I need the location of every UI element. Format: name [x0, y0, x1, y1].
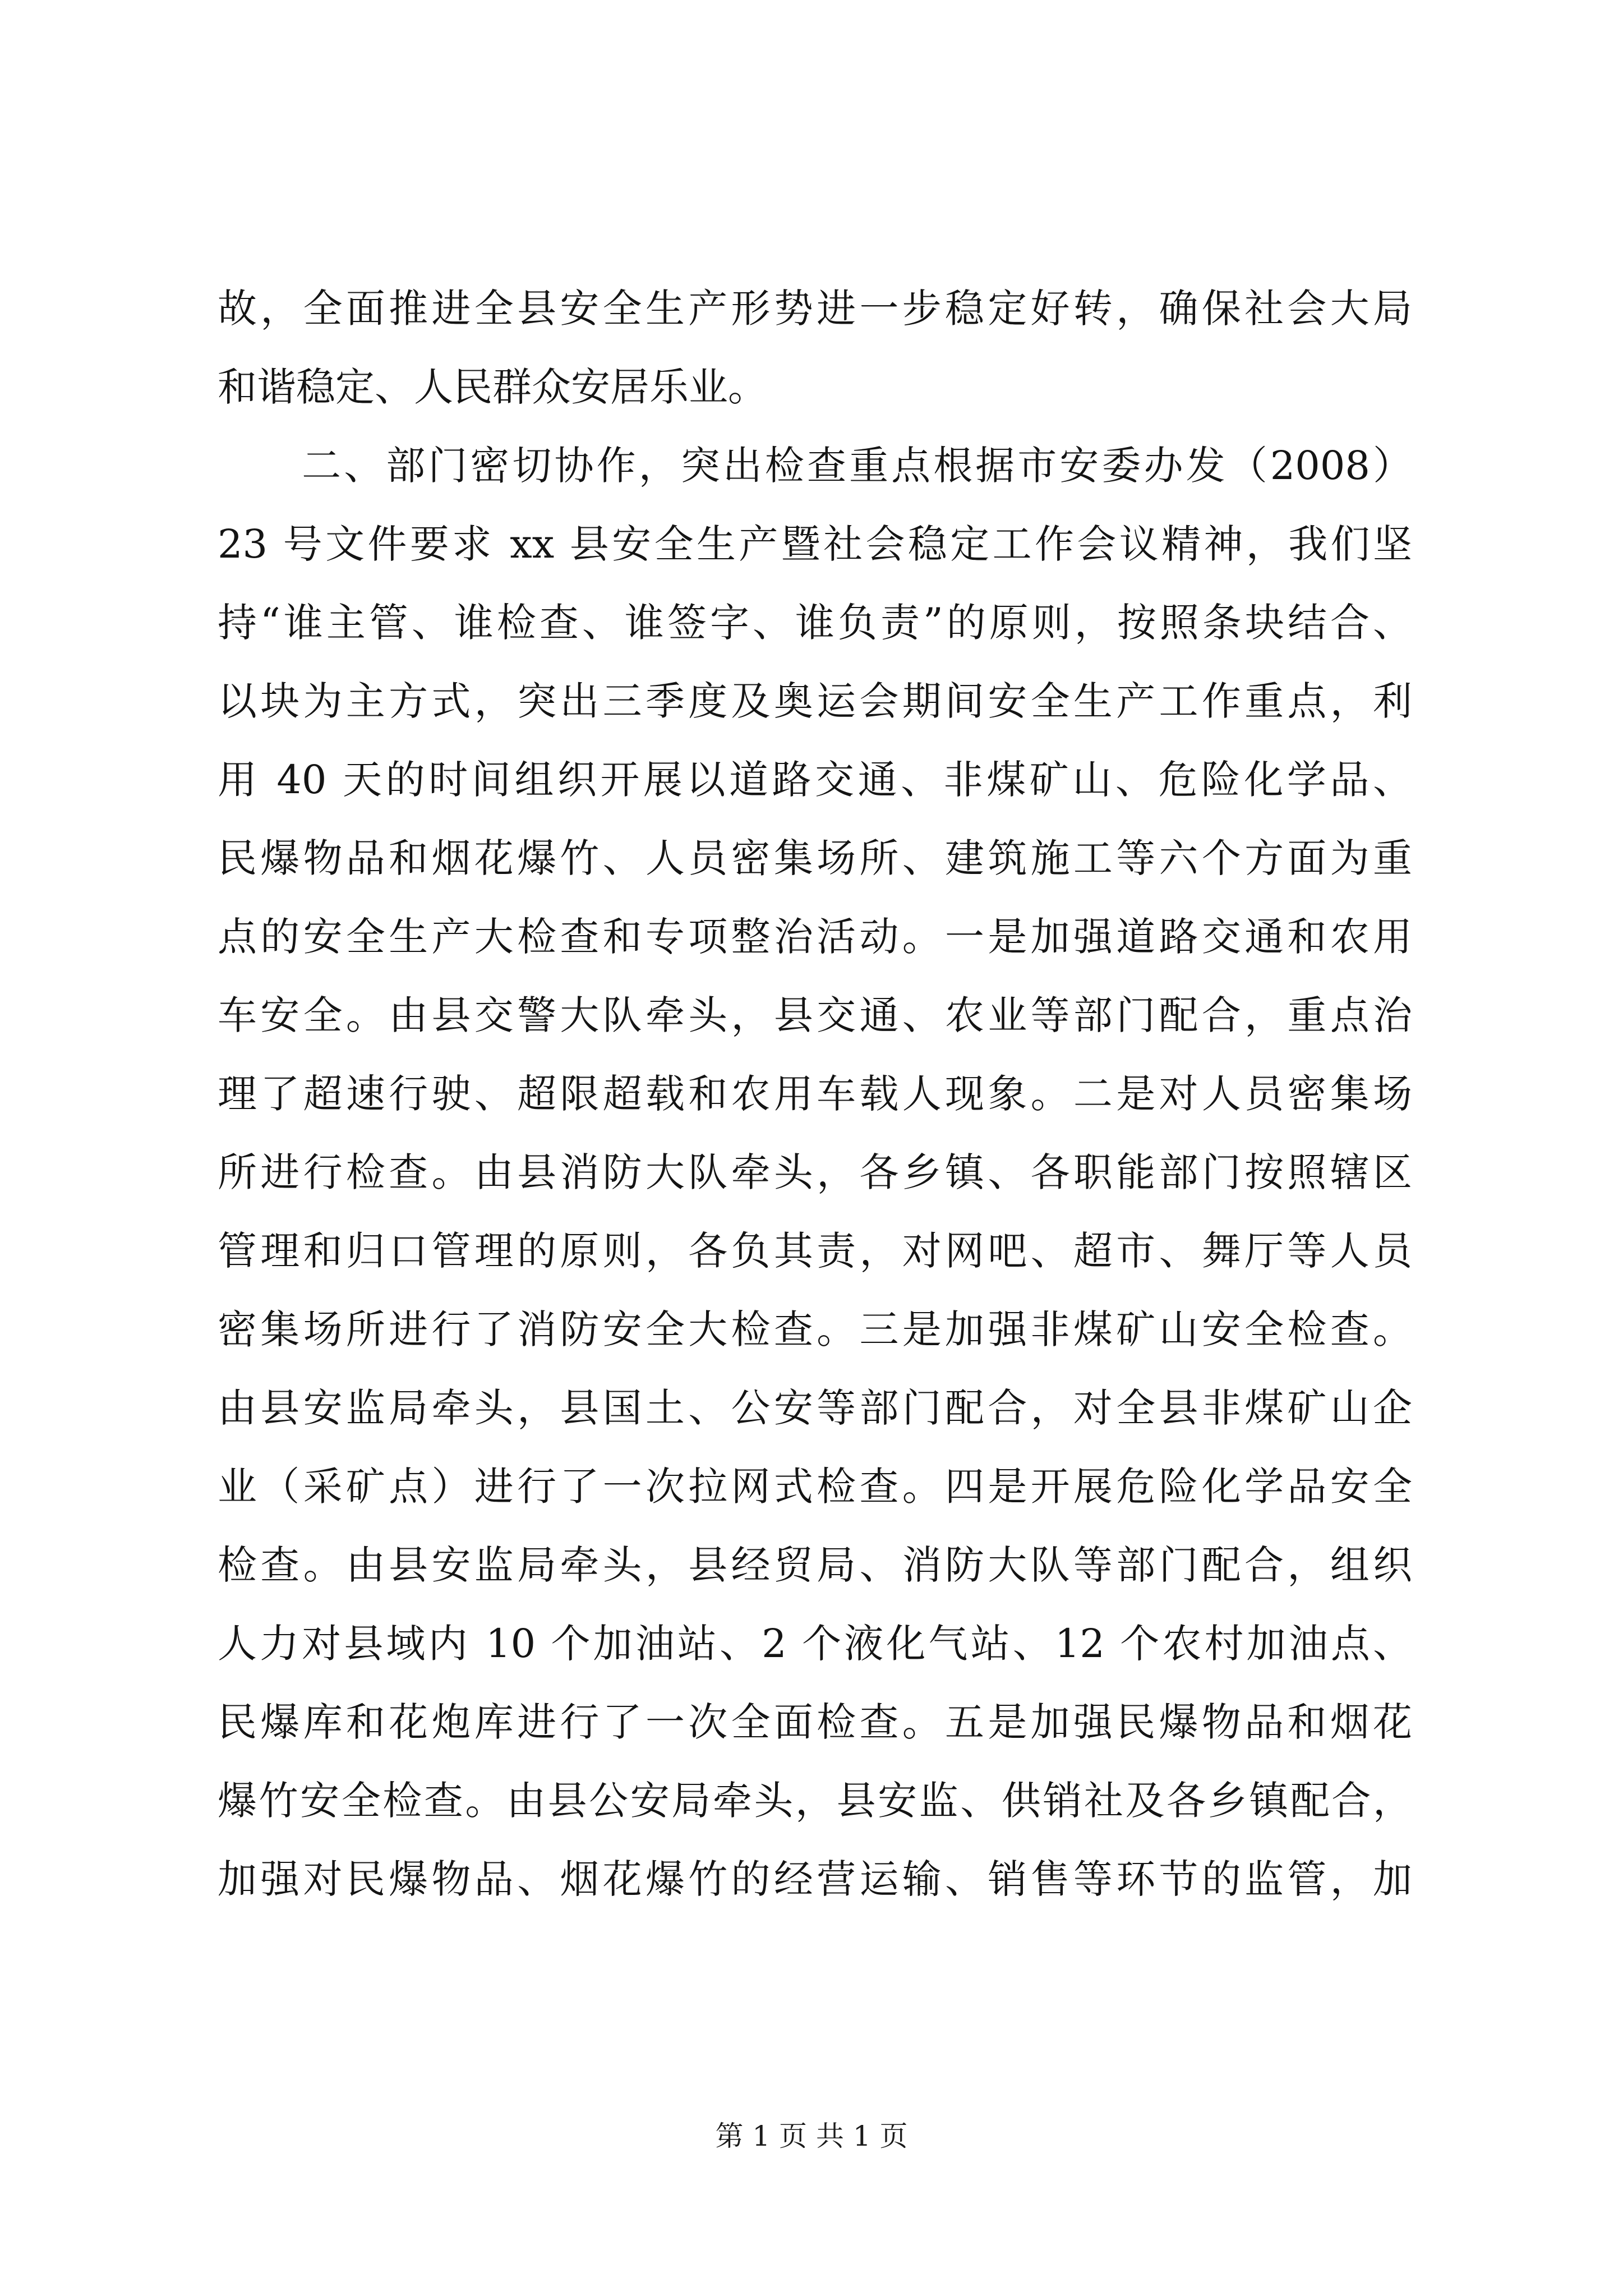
paragraph-heading-line: 二、部门密切协作，突出检查重点根据市安委办发（2008）: [218, 443, 1412, 489]
text-line: 持“谁主管、谁检查、谁签字、谁负责”的原则，按照条块结合、: [218, 600, 1412, 646]
text-line: 理了超速行驶、超限超载和农用车载人现象。二是对人员密集场: [218, 1071, 1412, 1117]
text-line: 23 号文件要求 xx 县安全生产暨社会稳定工作会议精神，我们坚: [218, 521, 1412, 567]
text-line: 由县安监局牵头，县国土、公安等部门配合，对全县非煤矿山企: [218, 1385, 1412, 1431]
text-line: 爆竹安全检查。由县公安局牵头，县安监、供销社及各乡镇配合，: [218, 1778, 1412, 1824]
text-line: 故，全面推进全县安全生产形势进一步稳定好转，确保社会大局: [218, 286, 1412, 332]
text-line: 以块为主方式，突出三季度及奥运会期间安全生产工作重点，利: [218, 678, 1412, 724]
text-line: 加强对民爆物品、烟花爆竹的经营运输、销售等环节的监管，加: [218, 1856, 1412, 1902]
text-line: 密集场所进行了消防安全大检查。三是加强非煤矿山安全检查。: [218, 1306, 1412, 1352]
text-line: 人力对县域内 10 个加油站、2 个液化气站、12 个农村加油点、: [218, 1621, 1412, 1667]
page-number: 第 1 页 共 1 页: [715, 2120, 908, 2152]
text-line: 和谐稳定、人民群众安居乐业。: [218, 364, 767, 410]
text-line: 用 40 天的时间组织开展以道路交通、非煤矿山、危险化学品、: [218, 757, 1412, 803]
body-text: [218, 269, 1412, 1918]
text-line: 管理和归口管理的原则，各负其责，对网吧、超市、舞厅等人员: [218, 1228, 1412, 1274]
text-line: 业（采矿点）进行了一次拉网式检查。四是开展危险化学品安全: [218, 1464, 1412, 1510]
text-line: 检查。由县安监局牵头，县经贸局、消防大队等部门配合，组织: [218, 1542, 1412, 1588]
page-footer: [0, 2119, 1623, 2153]
text-line: 民爆库和花炮库进行了一次全面检查。五是加强民爆物品和烟花: [218, 1699, 1412, 1745]
text-line: 所进行检查。由县消防大队牵头，各乡镇、各职能部门按照辖区: [218, 1149, 1412, 1195]
text-line: 民爆物品和烟花爆竹、人员密集场所、建筑施工等六个方面为重: [218, 835, 1412, 881]
text-line: 车安全。由县交警大队牵头，县交通、农业等部门配合，重点治: [218, 992, 1412, 1038]
text-line: 点的安全生产大检查和专项整治活动。一是加强道路交通和农用: [218, 914, 1412, 960]
